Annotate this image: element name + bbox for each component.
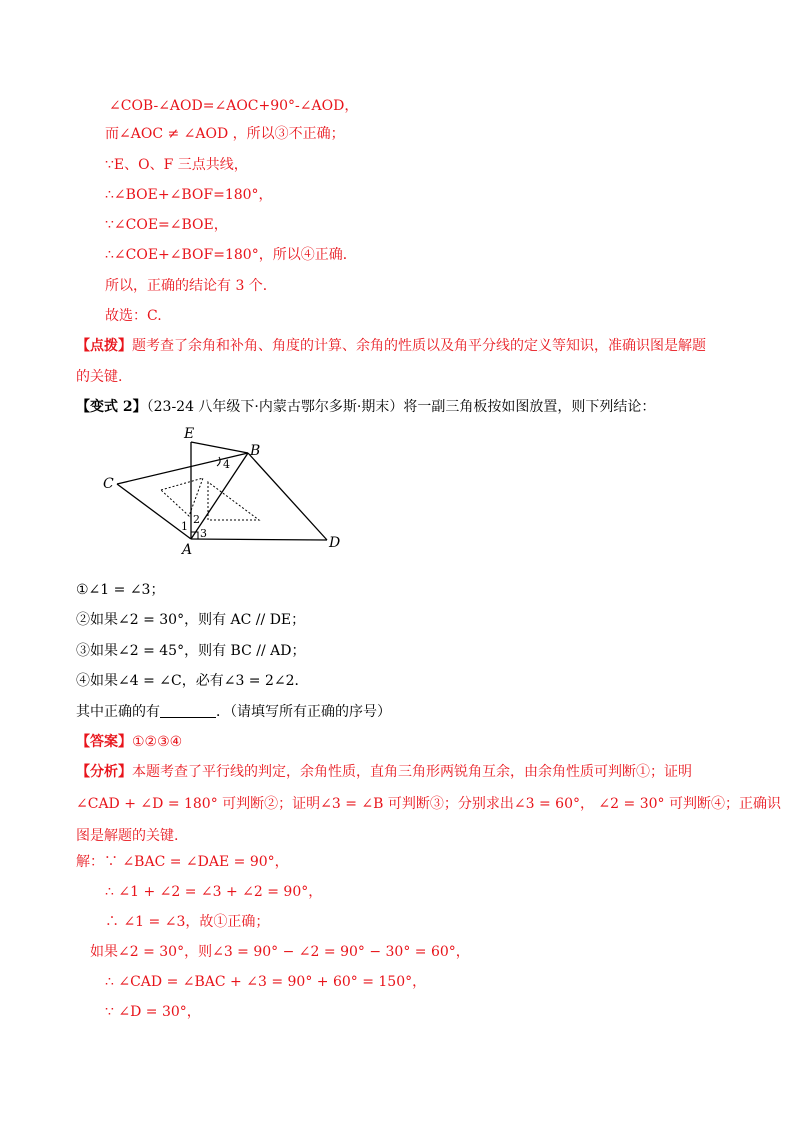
analysis-line-1: [76, 762, 692, 782]
option-4: ④如果∠4 = ∠C，必有∠3 = 2∠2．: [76, 673, 309, 689]
label-1: 1: [181, 520, 188, 533]
dotted-triangle-1: [161, 478, 203, 516]
solution-line-2: ∴ ∠1 + ∠2 = ∠3 + ∠2 = 90°，: [105, 884, 323, 900]
solution-line-4: 如果∠2 = 30°，则∠3 = 90° − ∠2 = 90° − 30° = 60°，: [90, 944, 470, 960]
label-b: B: [250, 443, 261, 459]
dianbo-tag: 【点拨】: [76, 338, 132, 354]
variant-header: [76, 397, 655, 417]
angle-4-arc: [217, 457, 220, 466]
analysis-line-3: 图是解题的关键.: [76, 828, 179, 844]
analysis-line-2: ∠CAD + ∠D = 180° 可判断②；证明∠3 = ∠B 可判断③；分别求出∠3 = 60°， ∠2 = 30° 可判断④；正确识: [76, 796, 781, 812]
question-instruction: ．（请填写所有正确的序号）: [216, 704, 391, 720]
solution-prev-line-3: ∵E、O、F 三点共线，: [105, 157, 248, 173]
dianbo-line-2: 的关键.: [76, 369, 123, 385]
label-4: 4: [223, 458, 230, 471]
analysis-tag: 【分析】: [76, 764, 132, 780]
label-a: A: [182, 542, 193, 558]
solution-prev-line-5: ∵∠COE=∠BOE，: [105, 217, 228, 233]
segment-ad: [191, 539, 327, 540]
label-d: D: [329, 535, 341, 551]
label-e: E: [184, 426, 195, 442]
option-1: ①∠1 = ∠3；: [76, 582, 165, 598]
solution-prev-line-2: 而∠AOC ≠ ∠AOD ，所以③不正确；: [105, 126, 345, 142]
option-2: ②如果∠2 = 30°，则有 AC // DE；: [76, 612, 306, 628]
solution-line-3: ∴ ∠1 = ∠3，故①正确；: [105, 914, 270, 930]
solution-prev-line-6: ∴∠COE+∠BOF=180°，所以④正确．: [105, 247, 357, 263]
answer-blank: [160, 703, 216, 718]
answer-value: ①②③④: [132, 734, 183, 750]
question-tail: [76, 702, 391, 722]
label-2: 2: [193, 513, 200, 526]
dianbo-line-1: [76, 336, 706, 356]
solution-prev-line-8: 故选：C.: [105, 308, 162, 324]
solution-prev-line-7: 所以，正确的结论有 3 个．: [105, 278, 277, 294]
analysis-text-1: 本题考查了平行线的判定，余角性质，直角三角形两锐角互余，由余角性质可判断①；证明: [132, 764, 692, 780]
segment-bd: [248, 453, 327, 540]
segment-ca: [117, 484, 191, 539]
segment-eb: [191, 442, 248, 453]
label-c: C: [103, 476, 114, 492]
option-3: ③如果∠2 = 45°，则有 BC // AD；: [76, 643, 306, 659]
variant-text: （23-24 八年级下·内蒙古鄂尔多斯·期末）将一副三角板按如图放置，则下列结论：: [146, 399, 656, 415]
variant-tag: 【变式 2】: [76, 399, 147, 415]
solution-line-5: ∴ ∠CAD = ∠BAC + ∠3 = 90° + 60° = 150°，: [105, 974, 427, 990]
question-text: 其中正确的有: [76, 704, 160, 720]
solution-prev-line-4: ∴∠BOE+∠BOF=180°，: [105, 187, 273, 203]
solution-line-6: ∵ ∠D = 30°，: [105, 1004, 201, 1020]
answer-tag: 【答案】: [76, 734, 132, 750]
solution-line-1: 解：∵ ∠BAC = ∠DAE = 90°，: [76, 854, 289, 870]
dianbo-text-1: 题考查了余角和补角、角度的计算、余角的性质以及角平分线的定义等知识，准确识图是解题: [132, 338, 706, 354]
triangle-figure: [95, 420, 355, 560]
answer-line: [76, 732, 182, 752]
label-3: 3: [200, 527, 207, 540]
solution-prev-line-1: ∠COB-∠AOD=∠AOC+90°-∠AOD，: [109, 98, 359, 114]
